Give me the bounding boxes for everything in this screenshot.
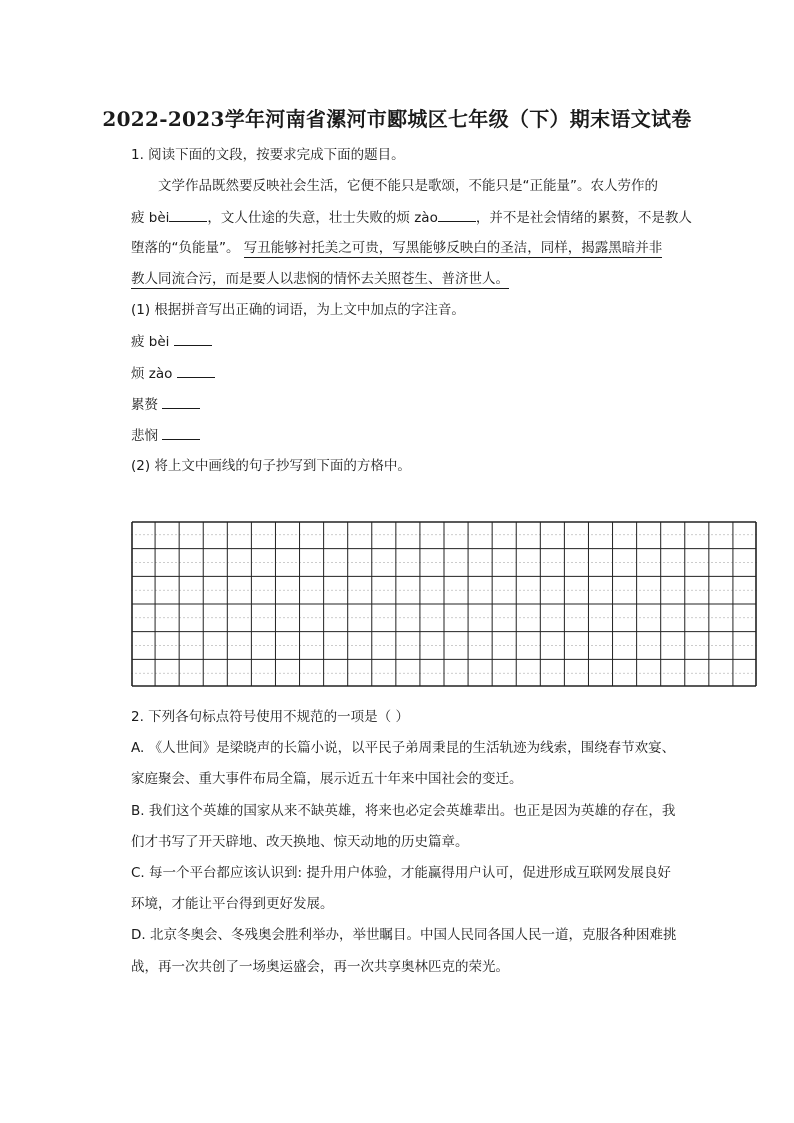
passage-text: 堕落的“负能量”。 [131,240,240,256]
option-a-line-2: 家庭聚会、重大事件布局全篇，展示近五十年来中国社会的变迁。 [131,771,523,787]
answer-label: 烦 zào [131,366,173,382]
option-b-line-2: 们才书写了开天辟地、改天换地、惊天动地的历史篇章。 [131,834,469,850]
grid-lines [131,521,757,687]
answer-line-2 [131,364,215,383]
underlined-sentence: 写丑能够衬托美之可贵，写黑能够反映白的圣洁，同样，揭露黑暗并非 [243,240,663,256]
answer-line-3 [131,395,200,414]
answer-line-1 [131,332,212,351]
q1-sub1: (1) 根据拼音写出正确的词语，为上文中加点的字注音。 [131,302,465,318]
answer-blank[interactable] [162,426,200,440]
answer-blank[interactable] [162,395,200,409]
option-d-line-2: 战，再一次共创了一场奥运盛会，再一次共享奥林匹克的荣光。 [131,959,509,975]
answer-label: 累赘 [131,397,158,413]
answer-line-4 [131,426,200,445]
option-c-line-2: 环境，才能让平台得到更好发展。 [131,896,334,912]
writing-grid[interactable] [131,521,757,687]
passage-text: 疲 bèi [131,210,170,226]
option-c-line-1: C. 每一个平台都应该认识到: 提升用户体验，才能赢得用户认可，促进形成互联网发展良好 [131,865,671,881]
underlined-sentence: 教人同流合污，而是要人以悲悯的情怀去关照苍生、普济世人。 [131,271,509,287]
passage-text: ，文人仕途的失意，壮士失败的烦 zào [207,210,438,226]
passage-line-1: 文学作品既然要反映社会生活，它便不能只是歌颂，不能只是“正能量”。农人劳作的 [158,178,658,194]
answer-blank[interactable] [177,364,215,378]
q2-stem: 2. 下列各句标点符号使用不规范的一项是（ ） [131,709,409,725]
fill-blank[interactable] [169,208,207,222]
page-title: 2022-2023学年河南省漯河市郾城区七年级（下）期末语文试卷 [102,107,692,131]
answer-blank[interactable] [174,332,212,346]
answer-label: 悲悯 [131,428,158,444]
fill-blank[interactable] [438,208,476,222]
passage-text: ，并不是社会情绪的累赘，不是教人 [475,210,692,226]
q1-stem: 1. 阅读下面的文段，按要求完成下面的题目。 [131,147,405,163]
option-d-line-1: D. 北京冬奥会、冬残奥会胜利举办，举世瞩目。中国人民同各国人民一道，克服各种困难挑 [131,927,677,943]
passage-line-3 [131,239,662,257]
q1-sub2: (2) 将上文中画线的句子抄写到下面的方格中。 [131,458,411,474]
option-a-line-1: A. 《人世间》是梁晓声的长篇小说，以平民子弟周秉昆的生活轨迹为线索，围绕春节欢宴、 [131,740,676,756]
passage-line-2 [131,208,692,227]
passage-line-4 [131,270,509,288]
answer-label: 疲 bèi [131,334,170,350]
option-b-line-1: B. 我们这个英雄的国家从来不缺英雄，将来也必定会英雄辈出。也正是因为英雄的存在，我 [131,803,676,819]
